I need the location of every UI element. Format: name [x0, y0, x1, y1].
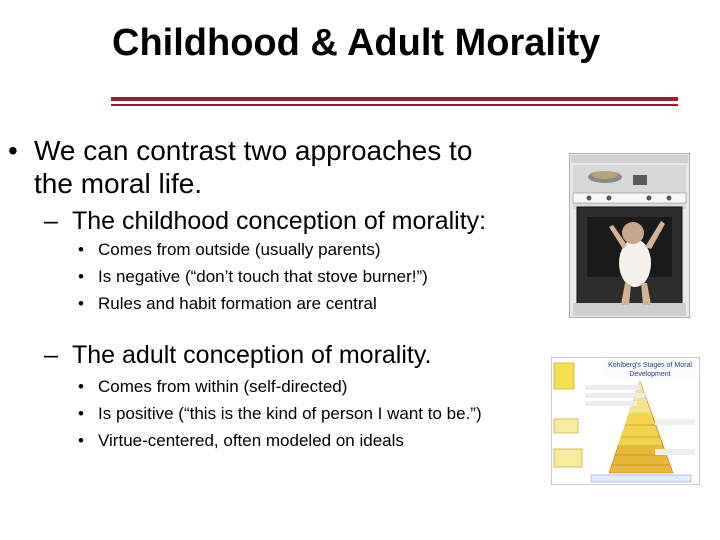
stove-baby-photo: [569, 153, 690, 318]
svg-text:Development: Development: [629, 371, 671, 378]
title-divider-thin: [111, 104, 678, 106]
adult-item-2: Is positive (“this is the kind of person I want to be.”): [98, 404, 482, 423]
bullet-marker: •: [8, 135, 18, 166]
childhood-heading: The childhood conception of morality:: [72, 207, 487, 235]
dash-marker: –: [44, 207, 58, 235]
dash-marker: –: [44, 341, 58, 369]
bullet-marker: •: [78, 267, 84, 286]
adult-heading: The adult conception of morality.: [72, 341, 432, 369]
bullet-main-line2: the moral life.: [34, 168, 203, 199]
childhood-item-2: Is negative (“don’t touch that stove burner!”): [98, 267, 428, 286]
childhood-item-1: Comes from outside (usually parents): [98, 240, 381, 259]
bullet-marker: •: [78, 240, 84, 259]
adult-item-1: Comes from within (self-directed): [98, 377, 348, 396]
bullet-marker: •: [78, 294, 84, 313]
adult-item-3: Virtue-centered, often modeled on ideals: [98, 431, 404, 450]
bullet-main-line1: We can contrast two approaches to: [34, 135, 473, 166]
kohlberg-pyramid-image: [551, 357, 700, 485]
kohlberg-title-text: Kohlberg's Stages of Moral: [608, 362, 692, 369]
slide-title: Childhood & Adult Morality: [112, 22, 601, 64]
title-divider-thick: [111, 97, 678, 101]
bullet-marker: •: [78, 377, 84, 396]
bullet-marker: •: [78, 431, 84, 450]
childhood-item-3: Rules and habit formation are central: [98, 294, 377, 313]
bullet-marker: •: [78, 404, 84, 423]
